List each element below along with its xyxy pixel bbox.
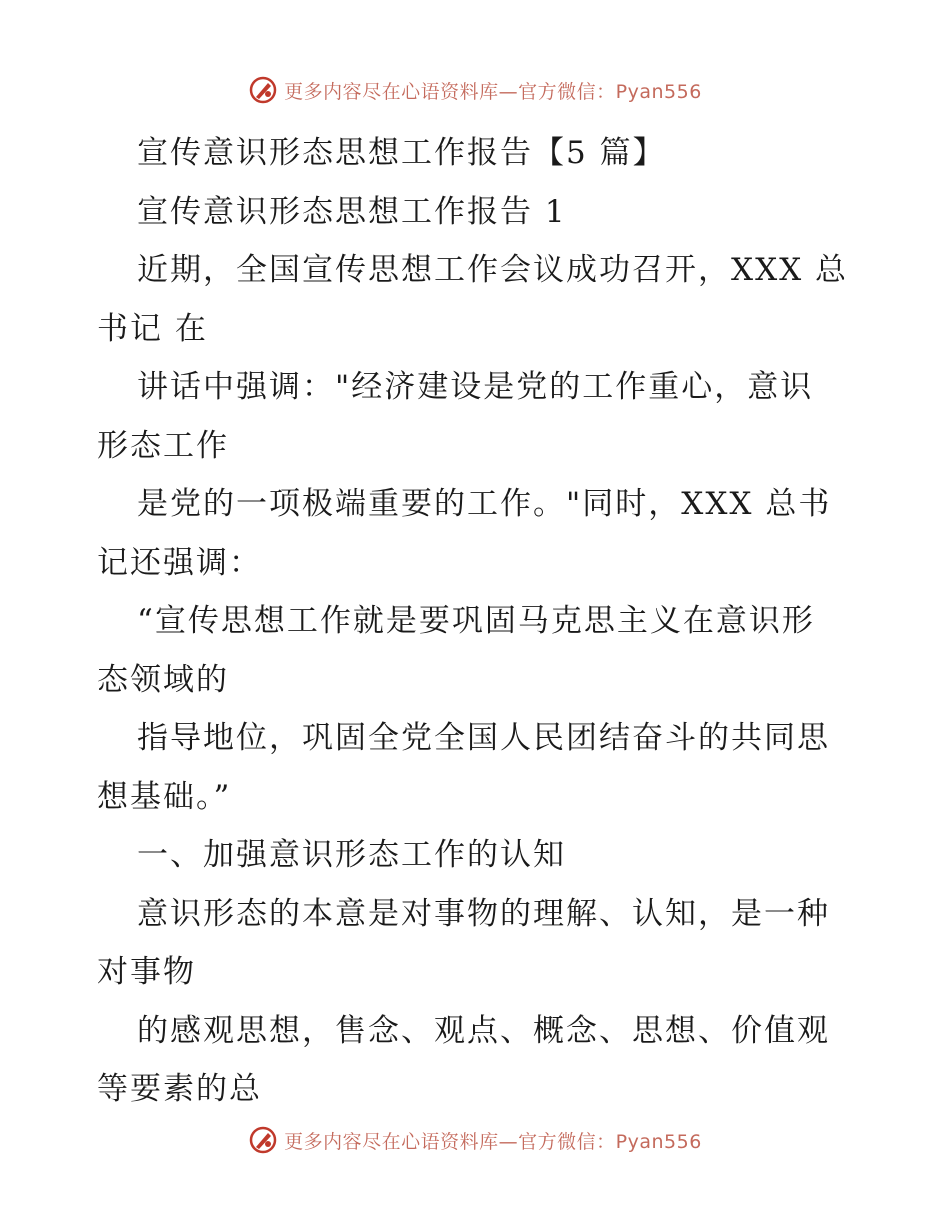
paragraph-line: 记还强调： xyxy=(97,544,262,581)
paragraph-line: 是党的一项极端重要的工作。"同时，XXX 总书 xyxy=(137,486,832,522)
section-heading: 一、加强意识形态工作的认知 xyxy=(137,837,566,873)
paragraph-line: 态领域的 xyxy=(97,661,229,698)
paragraph-line: 意识形态的本意是对事物的理解、认知，是一种 xyxy=(137,895,830,932)
paragraph-line: 的感观思想，售念、观点、概念、思想、价值观 xyxy=(137,1012,830,1049)
watermark-banner-top xyxy=(0,70,950,110)
paragraph-line: 对事物 xyxy=(97,954,196,990)
watermark-text: 更多内容尽在心语资料库—官方微信：Pyan556 xyxy=(284,80,702,103)
watermark-banner-bottom xyxy=(0,1120,950,1160)
paragraph-line: 近期，全国宣传思想工作会议成功召开，XXX 总 xyxy=(137,252,849,288)
pen-logo-icon xyxy=(248,75,278,105)
document-title: 宣传意识形态思想工作报告【5 篇】 xyxy=(137,135,666,171)
watermark-text: 更多内容尽在心语资料库—官方微信：Pyan556 xyxy=(284,1130,702,1153)
paragraph-line: 等要素的总 xyxy=(97,1071,262,1107)
paragraph-line: 讲话中强调："经济建设是党的工作重心，意识 xyxy=(137,369,814,405)
paragraph-line: 形态工作 xyxy=(97,427,229,464)
document-body xyxy=(97,124,857,1119)
paragraph-line: 指导地位，巩固全党全国人民团结奋斗的共同思 xyxy=(137,720,830,756)
paragraph-line: 想基础。” xyxy=(97,778,232,815)
section-title: 宣传意识形态思想工作报告 1 xyxy=(137,193,567,230)
pen-logo-icon xyxy=(248,1125,278,1155)
paragraph-line: “宣传思想工作就是要巩固马克思主义在意识形 xyxy=(137,603,815,639)
paragraph-line: 书记 在 xyxy=(97,310,208,347)
